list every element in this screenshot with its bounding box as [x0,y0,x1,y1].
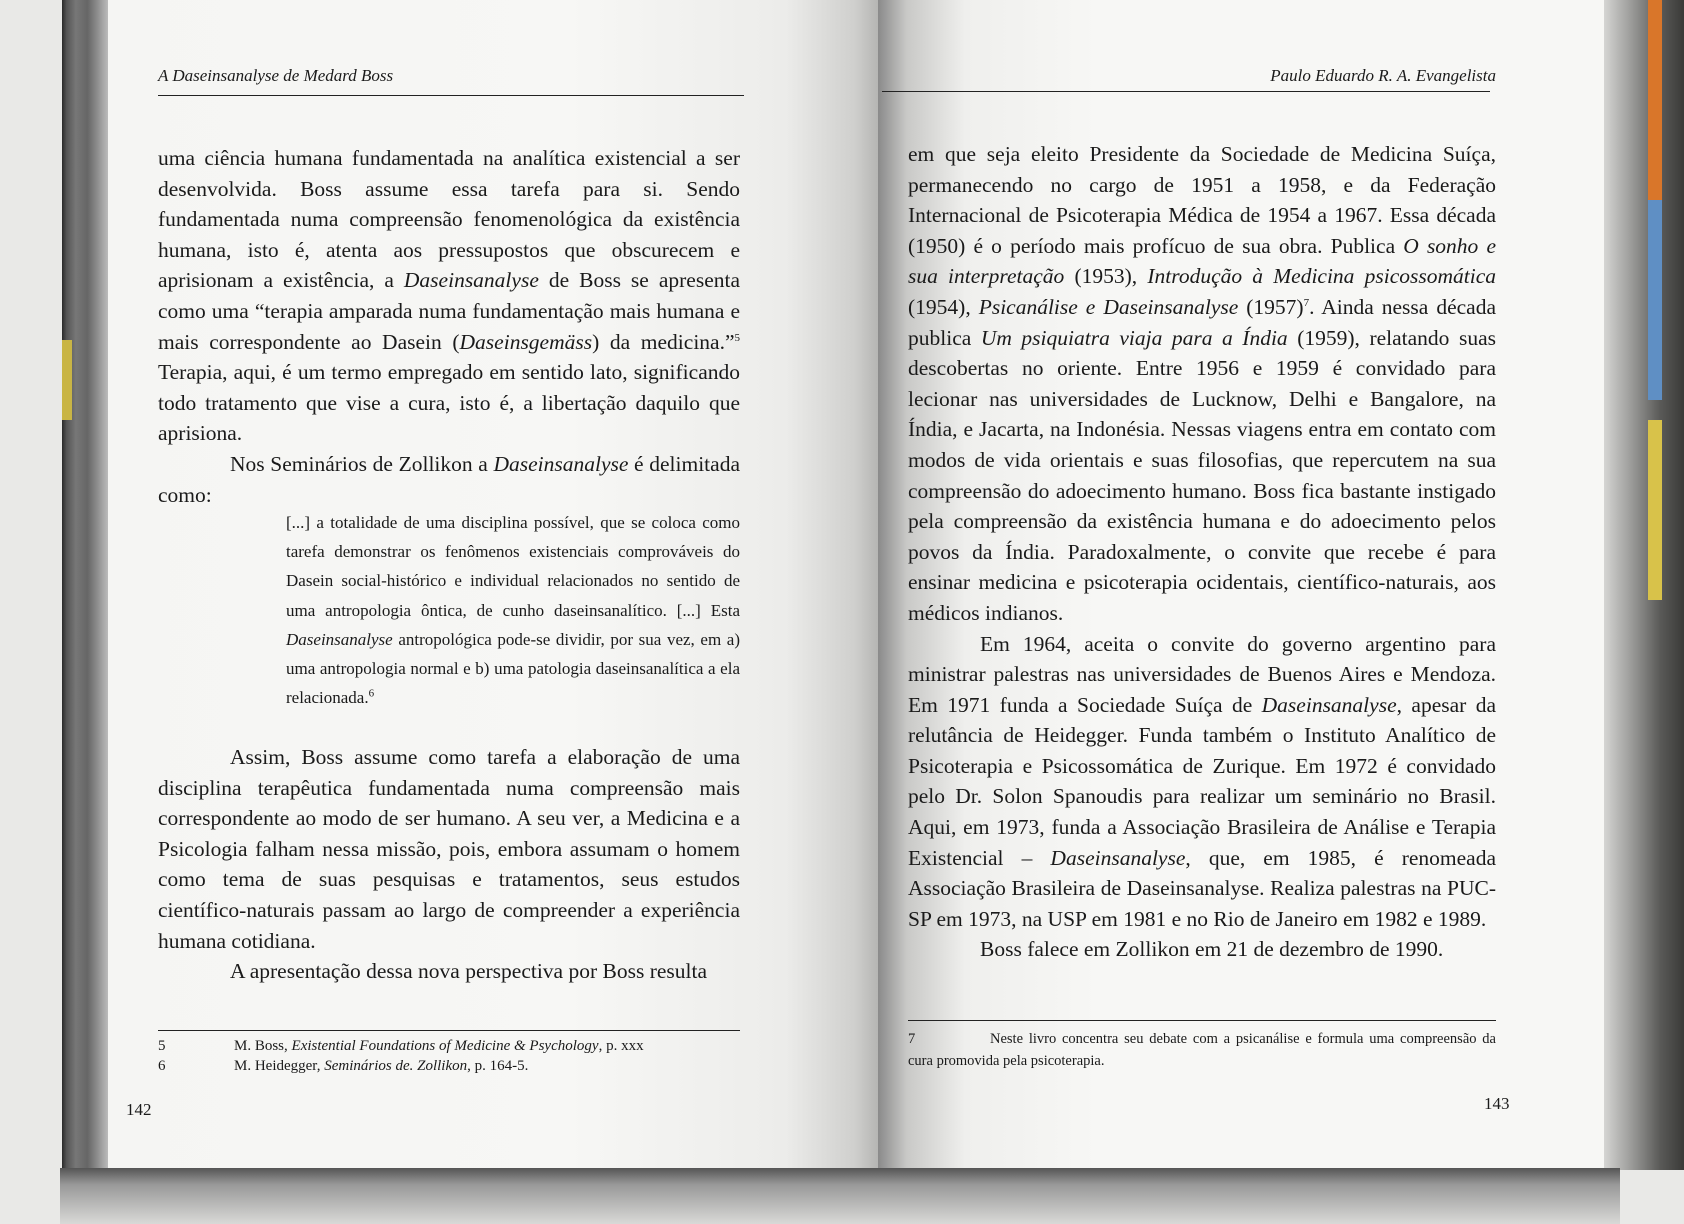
left-paragraph-4: A apresentação dessa nova perspectiva por Boss resulta [230,959,708,984]
right-paragraph-2: Em 1964, aceita o convite do governo argentino para ministrar palestras nas universidades de Buenos Aires e Mendoza. Em 1971 funda a Sociedade Suíça de Daseinsanalyse, apesar da relutância de Heidegger. Funda também o Instituto Analítico de Psicoterapia e Psicossomática de Zurique. Em 1972 é convidado pelo Dr. Solon Spanoudis para realizar um seminário no Brasil. Aqui, em 1973, funda a Associação Brasileira de Análise e Terapia Existencial – Daseinsanalyse, que, em 1985, é renomeada Associação Brasileira de Daseinsanalyse. Realiza palestras na PUC-SP em 1973, na USP em 1981 e no Rio de Janeiro em 1982 e 1989. [908,631,1497,931]
left-body-text [158,143,740,510]
footnote-6: 6 M. Heidegger, Seminários de. Zollikon, p. 164-5. [158,1058,529,1074]
right-footnote-rule [908,1020,1496,1021]
left-footnote-rule [158,1030,740,1031]
left-page-edges [62,0,108,1170]
right-bookmark-tab-blue [1648,200,1662,400]
footnote-7: 7 Neste livro concentra seu debate com a psicanálise e formula uma compreensão da cura promovida pela psicoterapia. [908,1031,1496,1069]
footnote-5: 5 M. Boss, Existential Foundations of Medicine & Psychology, p. xxx [158,1038,644,1054]
right-paragraph-1: em que seja eleito Presidente da Sociedade de Medicina Suíça, permanecendo no cargo de 1951 a 1958, e da Federação Internacional de Psicoterapia Médica de 1954 a 1967. Essa década (1950) é o período mais profícuo de sua obra. Publica O sonho e sua interpretação (1953), Introdução à Medicina psicossomática (1954), Psicanálise e Daseinsanalyse $(1957)^7$. Ainda nessa década publica Um psiquiatra viaja para a Índia (1959), relatando suas descobertas no oriente. Entre 1956 e 1959 é convidado para lecionar nas universidades de Lucknow, Delhi e Bangalore, na Índia, e Jacarta, na Indonésia. Nessas viagens entra em contato com modos de vida orientais e suas filosofias, que repercutem na sua compreensão do adoecimento humano. Boss fica bastante instigado pela compreensão da existência humana e do adoecimento pelos povos da Índia. Paradoxalmente, o convite que recebe é para ensinar medicina e psicoterapia ocidentais, científico-naturais, aos médicos indianos. [908,142,1497,625]
left-paragraph-2: Nos Seminários de Zollikon a Daseinsanalyse é delimitada como: [158,451,740,507]
block-quote: [...] a totalidade de uma disciplina possível, que se coloca como tarefa demonstrar os fenômenos existenciais comprováveis do Dasein social-histórico e individual relacionados no sentido de uma antropologia ôntica, de cunho daseinsanalítico. [...] Esta Daseinsanalyse antropológica pode-se dividir, por sua vez, em a) uma antropologia normal e b) uma patologia daseinsanalítica a ela relacionada.$^6$ [286,513,740,708]
book-bottom-shadow [60,1168,1620,1224]
right-running-header: Paulo Eduardo R. A. Evangelista [1270,66,1496,85]
right-bookmark-tab-orange [1648,0,1662,200]
left-running-header: A Daseinsanalyse de Medard Boss [158,66,394,85]
left-paragraph-3: Assim, Boss assume como tarefa a elaboração de uma disciplina terapêutica fundamentada numa compreensão mais correspondente ao modo de ser humano. A seu ver, a Medicina e a Psicologia falham nessa missão, pois, embora assumam o homem como tema de suas pesquisas e tratamentos, seus estudos científico-naturais passam ao largo de compreender a experiência humana cotidiana. [158,745,740,953]
right-page-number: 143 [1484,1094,1510,1113]
right-paragraph-3: Boss falece em Zollikon em 21 de dezembro de 1990. [980,937,1444,962]
left-bookmark-tab [62,340,72,420]
left-header-rule [158,95,744,96]
right-body-text [908,139,1496,965]
left-paragraph-1: uma ciência humana fundamentada na analítica existencial a ser desenvolvida. Boss assume essa tarefa para si. Sendo fundamentada numa compreensão fenomenológica da existência humana, isto é, atenta aos pressupostos que obscurecem e aprisionam a existência, a Daseinsanalyse de Boss se apresenta como uma “terapia amparada numa fundamentação mais humana e mais correspondente ao Dasein (Daseinsgemäss) da medicina.”$^5$ Terapia, aqui, é um termo empregado em sentido lato, significando todo tratamento que vise a cura, isto é, a libertação daquilo que aprisiona. [158,146,741,446]
right-header-rule [882,91,1490,92]
right-bookmark-tab-yellow [1648,420,1662,600]
left-page-number: 142 [126,1100,152,1119]
left-body-text-2 [158,742,740,987]
right-page-edges [1604,0,1684,1170]
